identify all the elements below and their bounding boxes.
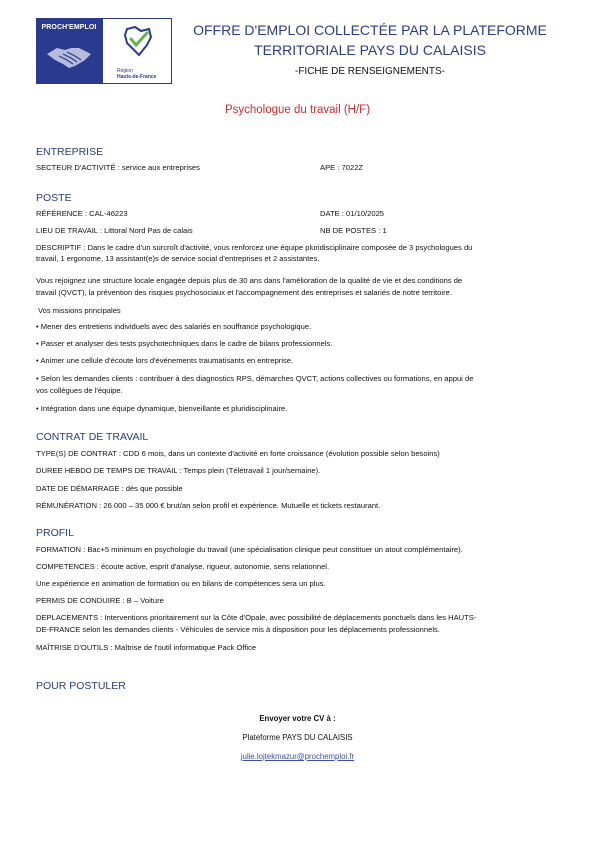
region-line2: Hauts-de-France <box>117 74 157 80</box>
missions-heading: Vos missions principales <box>38 306 121 315</box>
handshake-icon <box>45 40 93 72</box>
lieu-travail: LIEU DE TRAVAIL : Littoral Nord Pas de calais <box>36 226 193 235</box>
structure-para-line1: Vous rejoignez une structure locale engagée depuis plus de 30 ans dans l'amélioration de la qualité de vie et des conditions de <box>36 276 463 285</box>
offer-subtitle: -FICHE DE RENSEIGNEMENTS- <box>294 66 445 77</box>
deplacements-line2: DE-FRANCE selon les demandes clients - Véhicules de service mis à disposition pour les déplacements professionnels. <box>36 625 440 634</box>
reference: RÉFÉRENCE : CAL-46223 <box>36 209 128 218</box>
envoyer-cv: Envoyer votre CV à : <box>259 714 336 723</box>
permis-conduire: PERMIS DE CONDUIRE : B – Voiture <box>36 596 164 605</box>
region-logo <box>102 18 172 84</box>
brand-name: PROCH'EMPLOI <box>41 24 97 31</box>
mission-bullet-4-line2: vos collègues de l'équipe. <box>36 386 123 395</box>
section-postuler-heading: POUR POSTULER <box>36 680 126 692</box>
type-contrat: TYPE(S) DE CONTRAT : CDD 6 mois, dans un contexte d'activité en forte croissance (évolution possible selon besoins) <box>36 449 440 458</box>
mission-bullet-5: • Intégration dans une équipe dynamique, bienveillante et pluridisciplinaire. <box>36 404 288 413</box>
code-ape: APE : 7022Z <box>320 163 364 172</box>
mission-bullet-4-line1: • Selon les demandes clients : contribuer à des diagnostics RPS, démarches QVCT, actions collectives ou formations, en appui de <box>36 374 474 383</box>
contact-email-link[interactable]: julie.lojtekmazur@prochemploi.fr <box>240 752 355 761</box>
competences: COMPETENCES : écoute active, esprit d'analyse, rigueur, autonomie, sens relationnel. <box>36 562 330 571</box>
remuneration: RÉMUNÉRATION : 26 000 – 35 000 € brut/an selon profil et expérience. Mutuelle et tickets restaurant. <box>36 501 381 510</box>
map-heart-icon <box>121 25 155 61</box>
maitrise-outils: MAÎTRISE D'OUTILS : Maîtrise de l'outil informatique Pack Office <box>36 643 257 652</box>
duree-hebdo: DUREE HEBDO DE TEMPS DE TRAVAIL : Temps plein (Télétravail 1 jour/semaine). <box>36 466 321 475</box>
section-profil-heading: PROFIL <box>36 527 74 539</box>
email-wrapper <box>0 752 595 761</box>
date: DATE : 01/10/2025 <box>320 209 385 218</box>
plateforme-name: Plateforme PAYS DU CALAISIS <box>242 733 353 742</box>
prochemploi-logo <box>36 18 102 84</box>
nb-postes: NB DE POSTES : 1 <box>320 226 387 235</box>
section-contrat-heading: CONTRAT DE TRAVAIL <box>36 431 149 443</box>
descriptif-line1: DESCRIPTIF : Dans le cadre d'un surcroît d'activité, vous renforcez une équipe pluridisciplinaire composée de 3 psychologues du <box>36 243 473 252</box>
job-title: Psychologue du travail (H/F) <box>224 104 371 116</box>
section-poste-heading: POSTE <box>36 192 72 204</box>
experience: Une expérience en animation de formation ou en bilans de compétences sera un plus. <box>36 579 326 588</box>
offer-title-line2: TERRITORIALE PAYS DU CALAISIS <box>254 42 486 58</box>
date-demarrage: DATE DE DÉMARRAGE : dès que possible <box>36 484 183 493</box>
structure-para-line2: travail (QVCT), la prévention des risques psychosociaux et l'accompagnement des entreprises et salariés de notre territoire. <box>36 288 452 297</box>
region-line1: Région <box>117 68 133 74</box>
mission-bullet-3: • Animer une cellule d'écoute lors d'événements traumatisants en entreprise. <box>36 356 294 365</box>
formation: FORMATION : Bac+5 minimum en psychologie du travail (une spécialisation clinique peut constituer un atout complémentaire). <box>36 545 463 554</box>
deplacements-line1: DEPLACEMENTS : Interventions prioritairement sur la Côte d'Opale, avec possibilité de déplacements ponctuels dans les HAUTS- <box>36 613 477 622</box>
mission-bullet-1: • Mener des entretiens individuels avec des salariés en souffrance psychologique. <box>36 322 312 331</box>
mission-bullet-2: • Passer et analyser des tests psychotechniques dans le cadre de bilans professionnels. <box>36 339 333 348</box>
offer-title-line1: OFFRE D'EMPLOI COLLECTÉE PAR LA PLATEFORME <box>193 22 547 38</box>
descriptif-line2: travail, 1 ergonome, 13 assistant(e)s de service social d'entreprises et 2 assistantes. <box>36 254 320 263</box>
section-entreprise-heading: ENTREPRISE <box>36 146 104 158</box>
region-label <box>117 68 156 80</box>
secteur-activite: SECTEUR D'ACTIVITÉ : service aux entreprises <box>36 163 200 172</box>
